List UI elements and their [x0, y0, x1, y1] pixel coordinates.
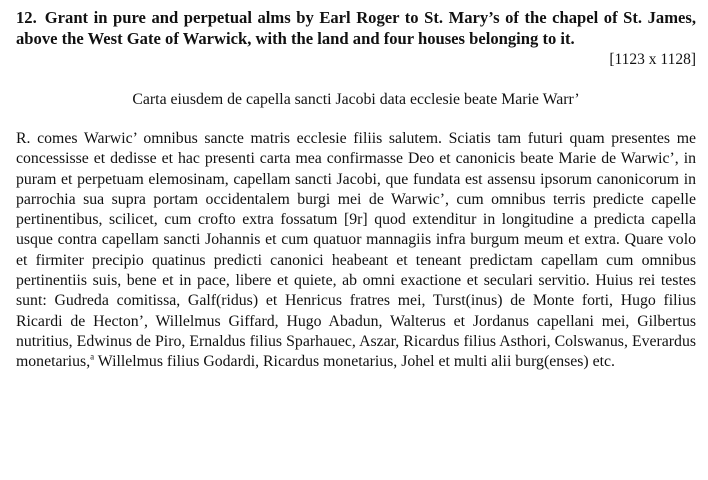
document-title: Grant in pure and perpetual alms by Earl Roger to St. Mary’s of the chapel of St. James, above the West Gate of Warwick, with the land and four houses belonging to it.	[16, 8, 696, 48]
document-heading	[16, 7, 696, 49]
charter-text	[16, 129, 696, 373]
document-number: 12.	[16, 8, 37, 27]
charter-text-part-2: Willelmus filius Godardi, Ricardus monetarius, Johel et multi alii burg(enses) etc.	[94, 353, 615, 371]
charter-text-part-1: R. comes Warwic’ omnibus sancte matris ecclesie filiis salutem. Sciatis tam futuri quam presentes me concessisse et dedisse et hac presenti carta mea confirmasse Deo et canonicis beate Marie de Warwic’, in puram et perpetuam elemosinam, capellam sancti Jacobi, que fundata est assensu ipsorum canonicorum in parrochia sua supra portam occidentalem burgi mei de Warwic’, cum omnibus terris predicte capelle pertinentibus, scilicet, cum crofto extra fossatum [9r] quod extenditur in longitudine a predicta capella usque contra capellam sancti Johannis et cum quatuor mannagiis infra burgum meum et extra. Quare volo et firmiter precipio quatinus predicti canonici heabeant et teneant predictam capellam cum omnibus pertinentiis suis, bene et in pace, libere et quiete, ab omni exactione et seculari servitio. Huius rei testes sunt: Gudreda comitissa, Galf(ridus) et Henricus fratres mei, Turst(inus) de Monte forti, Hugo filius Ricardi de Hecton’, Willelmus Giffard, Hugo Abadun, Walterus et Jordanus capellani mei, Gilbertus nutritius, Edwinus de Piro, Ernaldus filius Sparhauec, Aszar, Ricardus filius Asthori, Colswanus, Everardus monetarius,	[16, 130, 696, 371]
footnote-marker: a	[90, 352, 95, 362]
rubric: Carta eiusdem de capella sancti Jacobi data ecclesie beate Marie Warr’	[132, 91, 580, 108]
document-page	[16, 7, 696, 373]
document-date: [1123 x 1128]	[609, 51, 696, 68]
